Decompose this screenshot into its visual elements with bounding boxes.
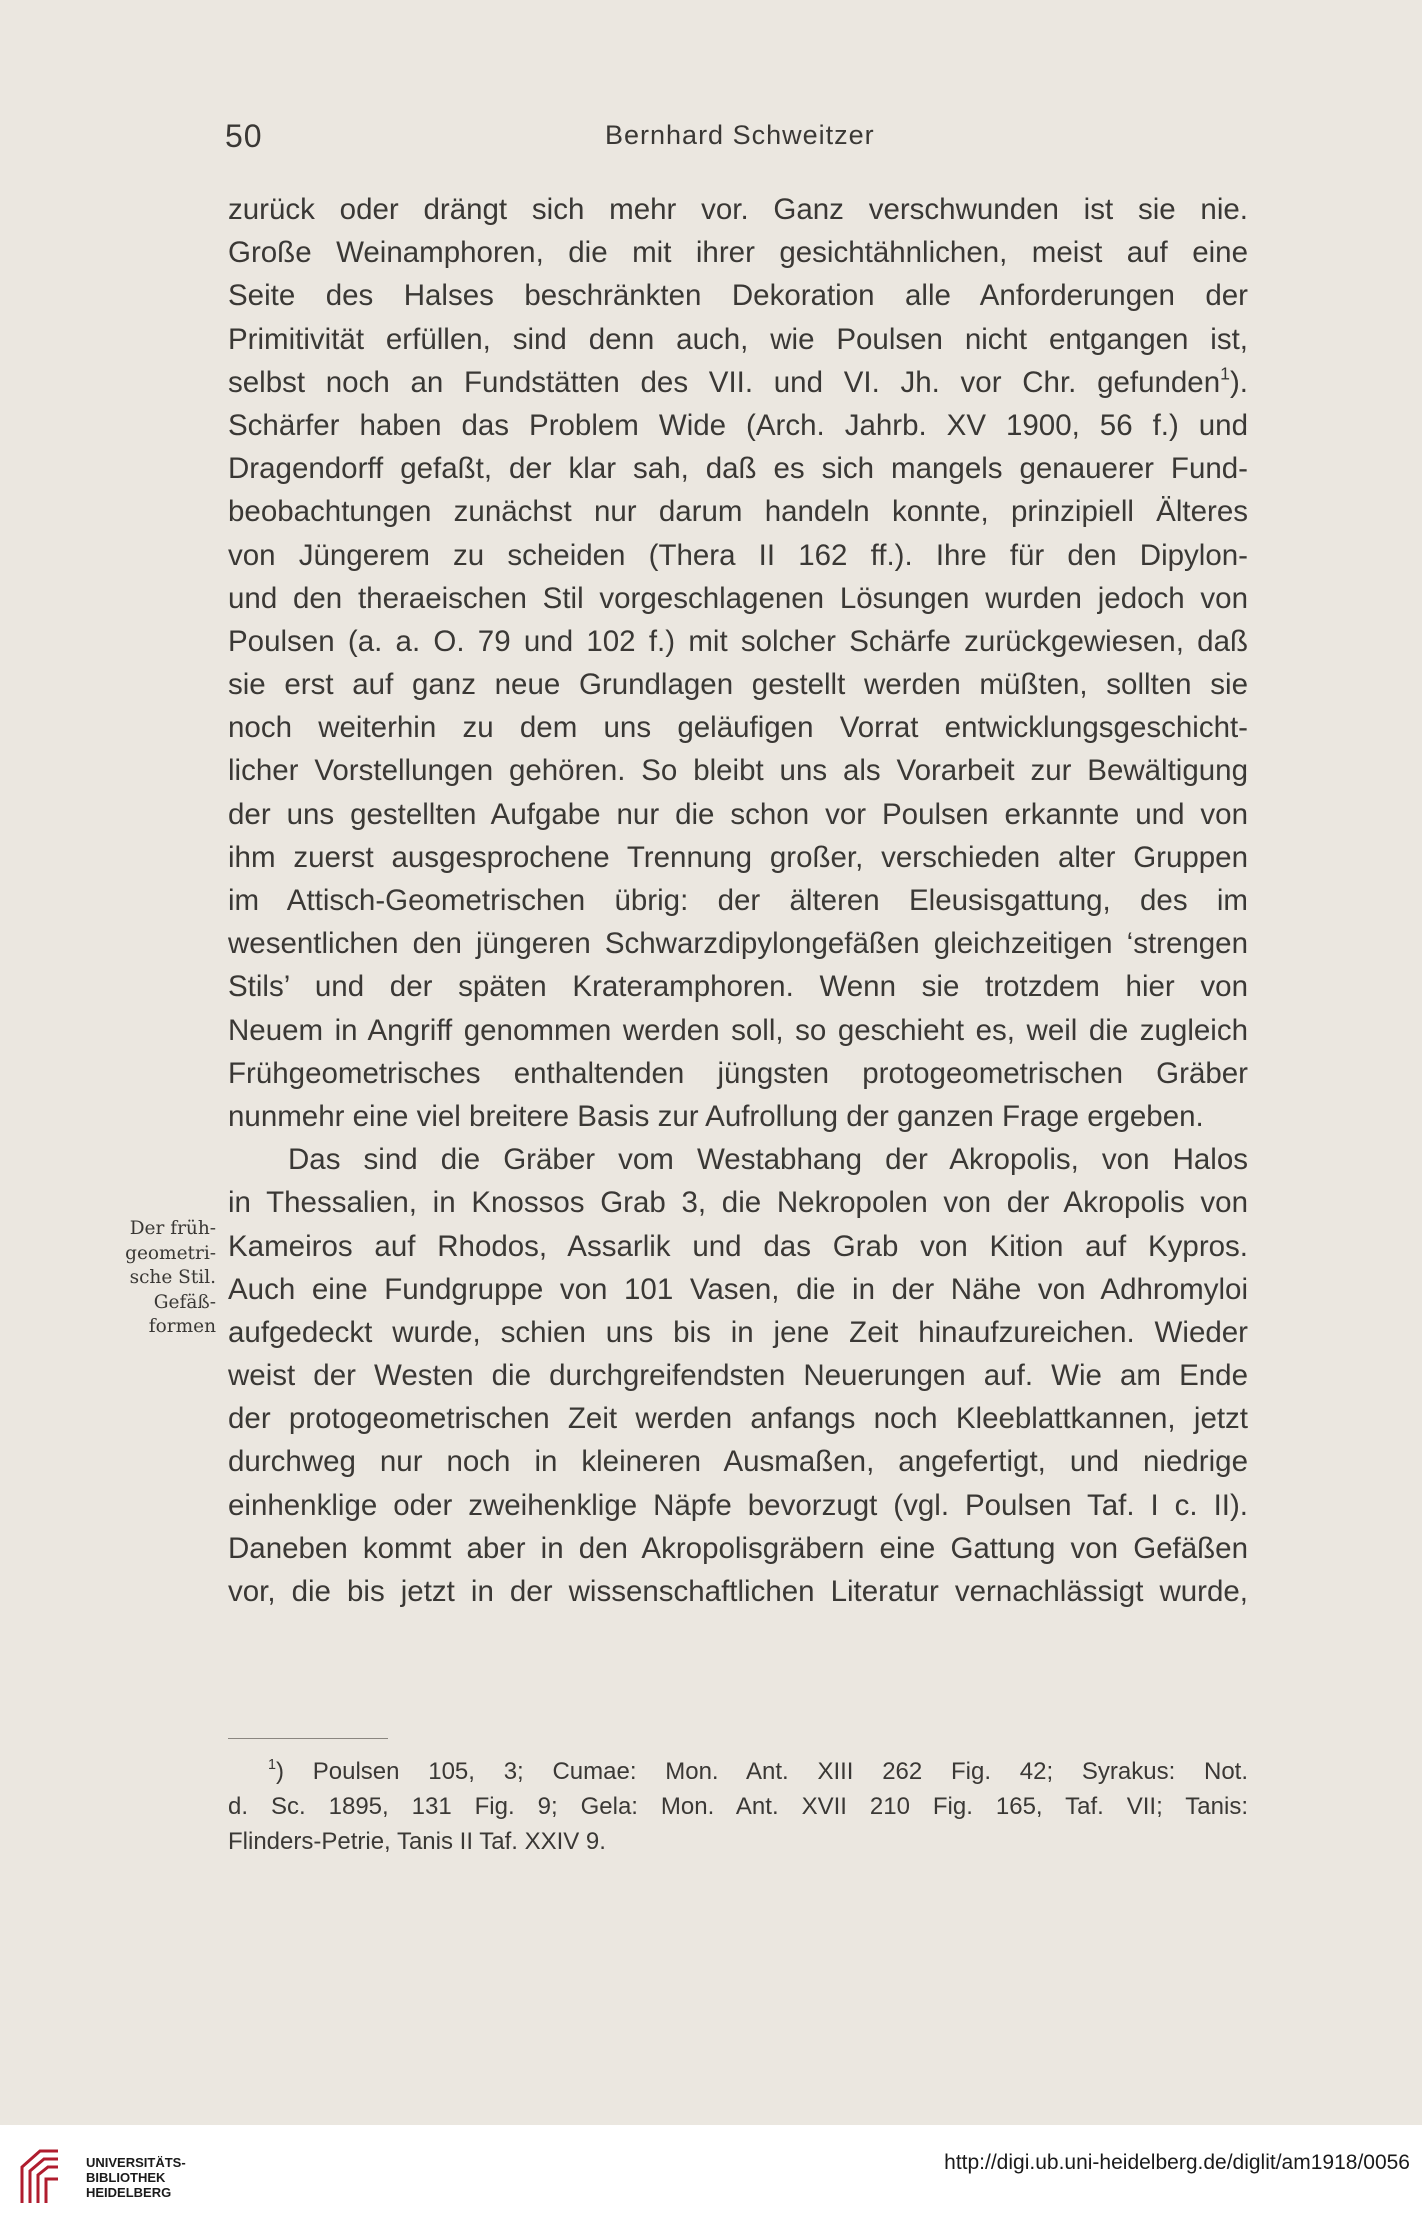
text-line: der protogeometrischen Zeit werden anfangs noch Kleeblattkannen, jetzt	[228, 1402, 1248, 1436]
library-logo-icon	[18, 2147, 78, 2207]
text-line: Schärfer haben das Problem Wide (Arch. Jahrb. XV 1900, 56 f.) und	[228, 408, 1248, 442]
text-line: und den theraeischen Stil vorgeschlagenen Lösungen wurden jedoch von	[228, 581, 1248, 615]
text-line: Kameiros auf Rhodos, Assarlik und das Grab von Kition auf Kypros.	[228, 1229, 1248, 1263]
text-line: nunmehr eine viel breitere Basis zur Aufrollung der ganzen Frage ergeben.	[228, 1099, 1204, 1133]
text-line: licher Vorstellungen gehören. So bleibt uns als Vorarbeit zur Bewältigung	[228, 754, 1248, 788]
text-line: Das sind die Gräber vom Westabhang der Akropolis, von Halos	[288, 1143, 1248, 1177]
source-url-link[interactable]: http://digi.ub.uni-heidelberg.de/diglit/am1918/0056	[944, 2151, 1410, 2174]
text-line: weist der Westen die durchgreifendsten Neuerungen auf. Wie am Ende	[228, 1359, 1248, 1393]
footnote-line: d. Sc. 1895, 131 Fig. 9; Gela: Mon. Ant. XVII 210 Fig. 165, Taf. VII; Tanis:	[228, 1793, 1248, 1820]
page-number: 50	[225, 118, 263, 154]
text-line: Frühgeometrisches enthaltenden jüngsten protogeometrischen Gräber	[228, 1056, 1248, 1090]
text-line: Poulsen (a. a. O. 79 und 102 f.) mit solcher Schärfe zurückgewiesen, daß	[228, 624, 1248, 658]
library-name	[86, 2155, 186, 2200]
text-line: ihm zuerst ausgesprochene Trennung großer, verschieden alter Gruppen	[228, 840, 1248, 874]
text-line: Seite des Halses beschränkten Dekoration alle Anforderungen der	[228, 279, 1248, 313]
text-line: Daneben kommt aber in den Akropolisgräbern eine Gattung von Gefäßen	[228, 1531, 1248, 1565]
footnote-reference[interactable]: 1	[1220, 363, 1230, 384]
margin-note-line: geometri-	[125, 1242, 216, 1264]
text-line: von Jüngerem zu scheiden (Thera II 162 ff.). Ihre für den Dipylon-	[228, 538, 1248, 572]
body-text	[228, 188, 1248, 1613]
footnote-line: Flinders-Petrie, Tanis II Taf. XXIV 9.	[228, 1828, 606, 1855]
footnote-text: ) Poulsen 105, 3; Cumae: Mon. Ant. XIII 262 Fig. 42; Syrakus: Not.	[276, 1758, 1248, 1785]
text-line: aufgedeckt wurde, schien uns bis in jene Zeit hinaufzureichen. Wieder	[228, 1315, 1248, 1349]
text-line-content: selbst noch an Fundstätten des VII. und VI. Jh. vor Chr. gefunden	[228, 365, 1221, 399]
margin-note-line: Der früh-	[129, 1218, 216, 1239]
footnote-line	[228, 1754, 1248, 1789]
footnote-divider	[228, 1738, 388, 1739]
page-header	[225, 118, 1250, 158]
margin-note-line: formen	[148, 1316, 216, 1337]
text-line: wesentlichen den jüngeren Schwarzdipylongefäßen gleichzeitigen ‘strengen	[228, 927, 1248, 961]
text-line: vor, die bis jetzt in der wissenschaftlichen Literatur vernachlässigt wurde,	[228, 1575, 1248, 1608]
text-line: noch weiterhin zu dem uns geläufigen Vorrat entwicklungsgeschicht-	[228, 711, 1248, 745]
text-line: beobachtungen zunächst nur darum handeln konnte, prinzipiell Älteres	[228, 495, 1248, 529]
text-line: einhenklige oder zweihenklige Näpfe bevorzugt (vgl. Poulsen Taf. I c. II).	[228, 1488, 1248, 1522]
text-line: zurück oder drängt sich mehr vor. Ganz verschwunden ist sie nie.	[228, 193, 1248, 226]
text-line: Primitivität erfüllen, sind denn auch, wie Poulsen nicht entgangen ist,	[228, 322, 1248, 356]
footnotes	[228, 1754, 1248, 1859]
text-line: der uns gestellten Aufgabe nur die schon vor Poulsen erkannte und von	[228, 797, 1248, 831]
margin-note	[86, 1217, 216, 1340]
library-name-line: BIBLIOTHEK	[86, 2170, 166, 2185]
footnote-marker: 1	[268, 1756, 277, 1773]
running-head: Bernhard Schweitzer	[605, 120, 875, 150]
text-line: in Thessalien, in Knossos Grab 3, die Nekropolen von der Akropolis von	[228, 1186, 1248, 1220]
library-name-line: HEIDELBERG	[86, 2185, 172, 2200]
text-line: Stils’ und der späten Krateramphoren. Wenn sie trotzdem hier von	[228, 970, 1248, 1004]
margin-note-line: sche Stil.	[129, 1267, 216, 1288]
text-line: Dragendorff gefaßt, der klar sah, daß es sich mangels genauerer Fund-	[228, 452, 1248, 486]
text-line-with-footnote	[228, 361, 1248, 404]
text-line: im Attisch-Geometrischen übrig: der älteren Eleusisgattung, des im	[228, 884, 1248, 917]
library-name-line: UNIVERSITÄTS-	[86, 2155, 186, 2170]
text-line: sie erst auf ganz neue Grundlagen gestellt werden müßten, sollten sie	[228, 668, 1248, 702]
text-line: Große Weinamphoren, die mit ihrer gesichtähnlichen, meist auf eine	[228, 236, 1248, 270]
text-line: Auch eine Fundgruppe von 101 Vasen, die in der Nähe von Adhromyloi	[228, 1272, 1248, 1306]
footer-bar	[0, 2125, 1422, 2228]
text-line: durchweg nur noch in kleineren Ausmaßen, angefertigt, und niedrige	[228, 1445, 1248, 1479]
footnote-ref-suffix: ).	[1229, 365, 1248, 399]
margin-note-line: Gefäß-	[153, 1291, 216, 1313]
text-line: Neuem in Angriff genommen werden soll, so geschieht es, weil die zugleich	[228, 1013, 1248, 1047]
